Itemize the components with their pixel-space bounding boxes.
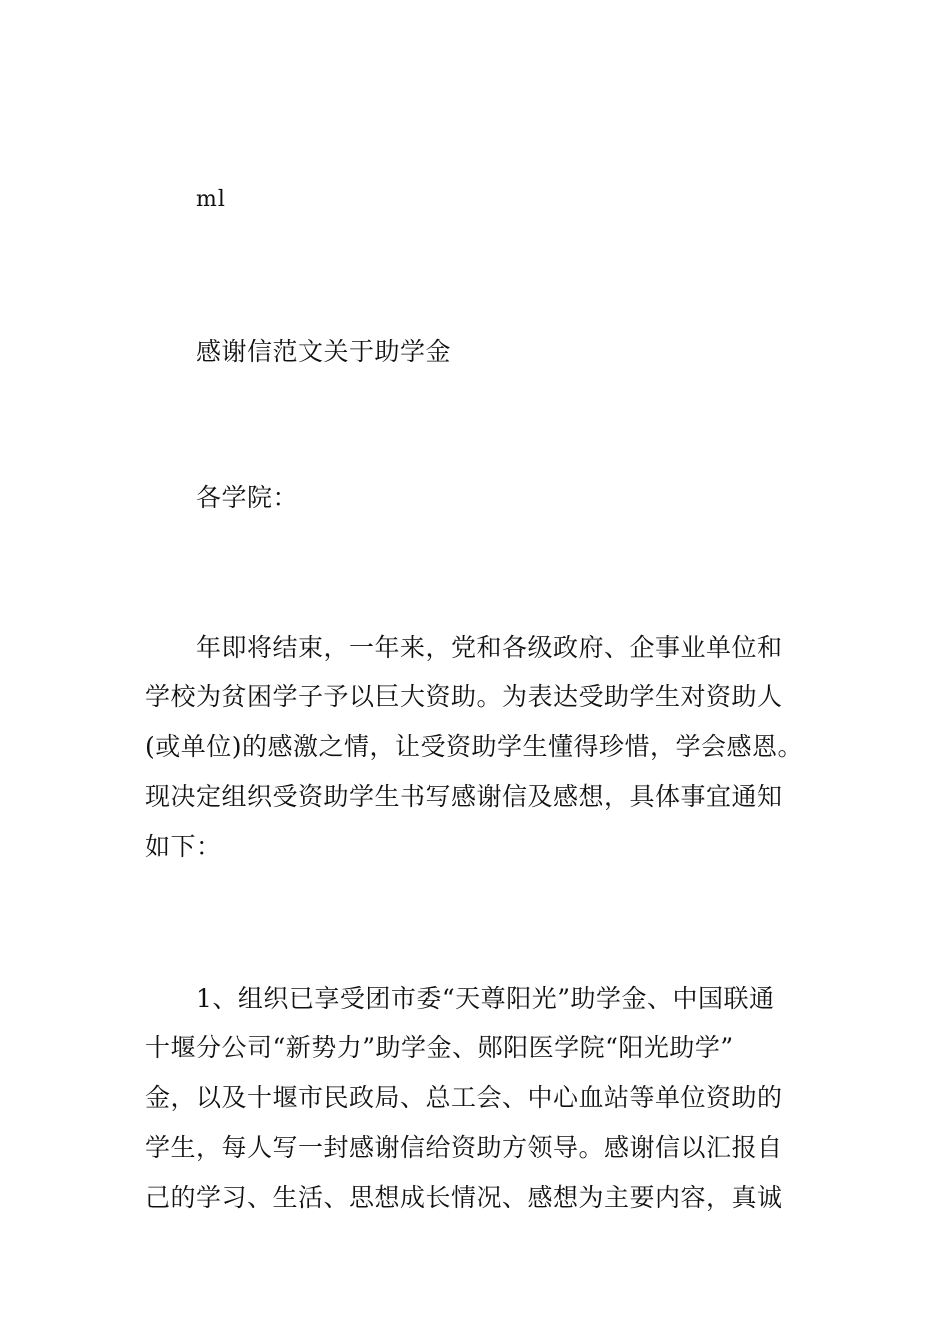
paragraph-line: 己的学习、生活、思想成长情况、感想为主要内容，真诚 xyxy=(145,1183,783,1212)
paragraph-line: 如下： xyxy=(145,832,222,861)
paragraph-line: 十堰分公司“新势力”助学金、郧阳医学院“阳光助学” xyxy=(145,1033,734,1062)
paragraph-line: 学生，每人写一封感谢信给资助方领导。感谢信以汇报自 xyxy=(145,1133,783,1162)
paragraph-line: 现决定组织受资助学生书写感谢信及感想，具体事宜通知 xyxy=(145,782,783,811)
paragraph-line: (或单位)的感激之情，让受资助学生懂得珍惜，学会感恩。 xyxy=(145,732,804,761)
paragraph-line: 1、组织已享受团市委“天尊阳光”助学金、中国联通 xyxy=(196,984,775,1013)
paragraph-line: 金，以及十堰市民政局、总工会、中心血站等单位资助的 xyxy=(145,1083,783,1112)
header-mark: ml xyxy=(196,187,226,212)
paragraph-line: 年即将结束，一年来，党和各级政府、企事业单位和 xyxy=(196,633,783,662)
paragraph-line: 学校为贫困学子予以巨大资助。为表达受助学生对资助人 xyxy=(145,682,783,711)
letter-title: 感谢信范文关于助学金 xyxy=(196,337,452,366)
salutation: 各学院： xyxy=(196,483,299,512)
